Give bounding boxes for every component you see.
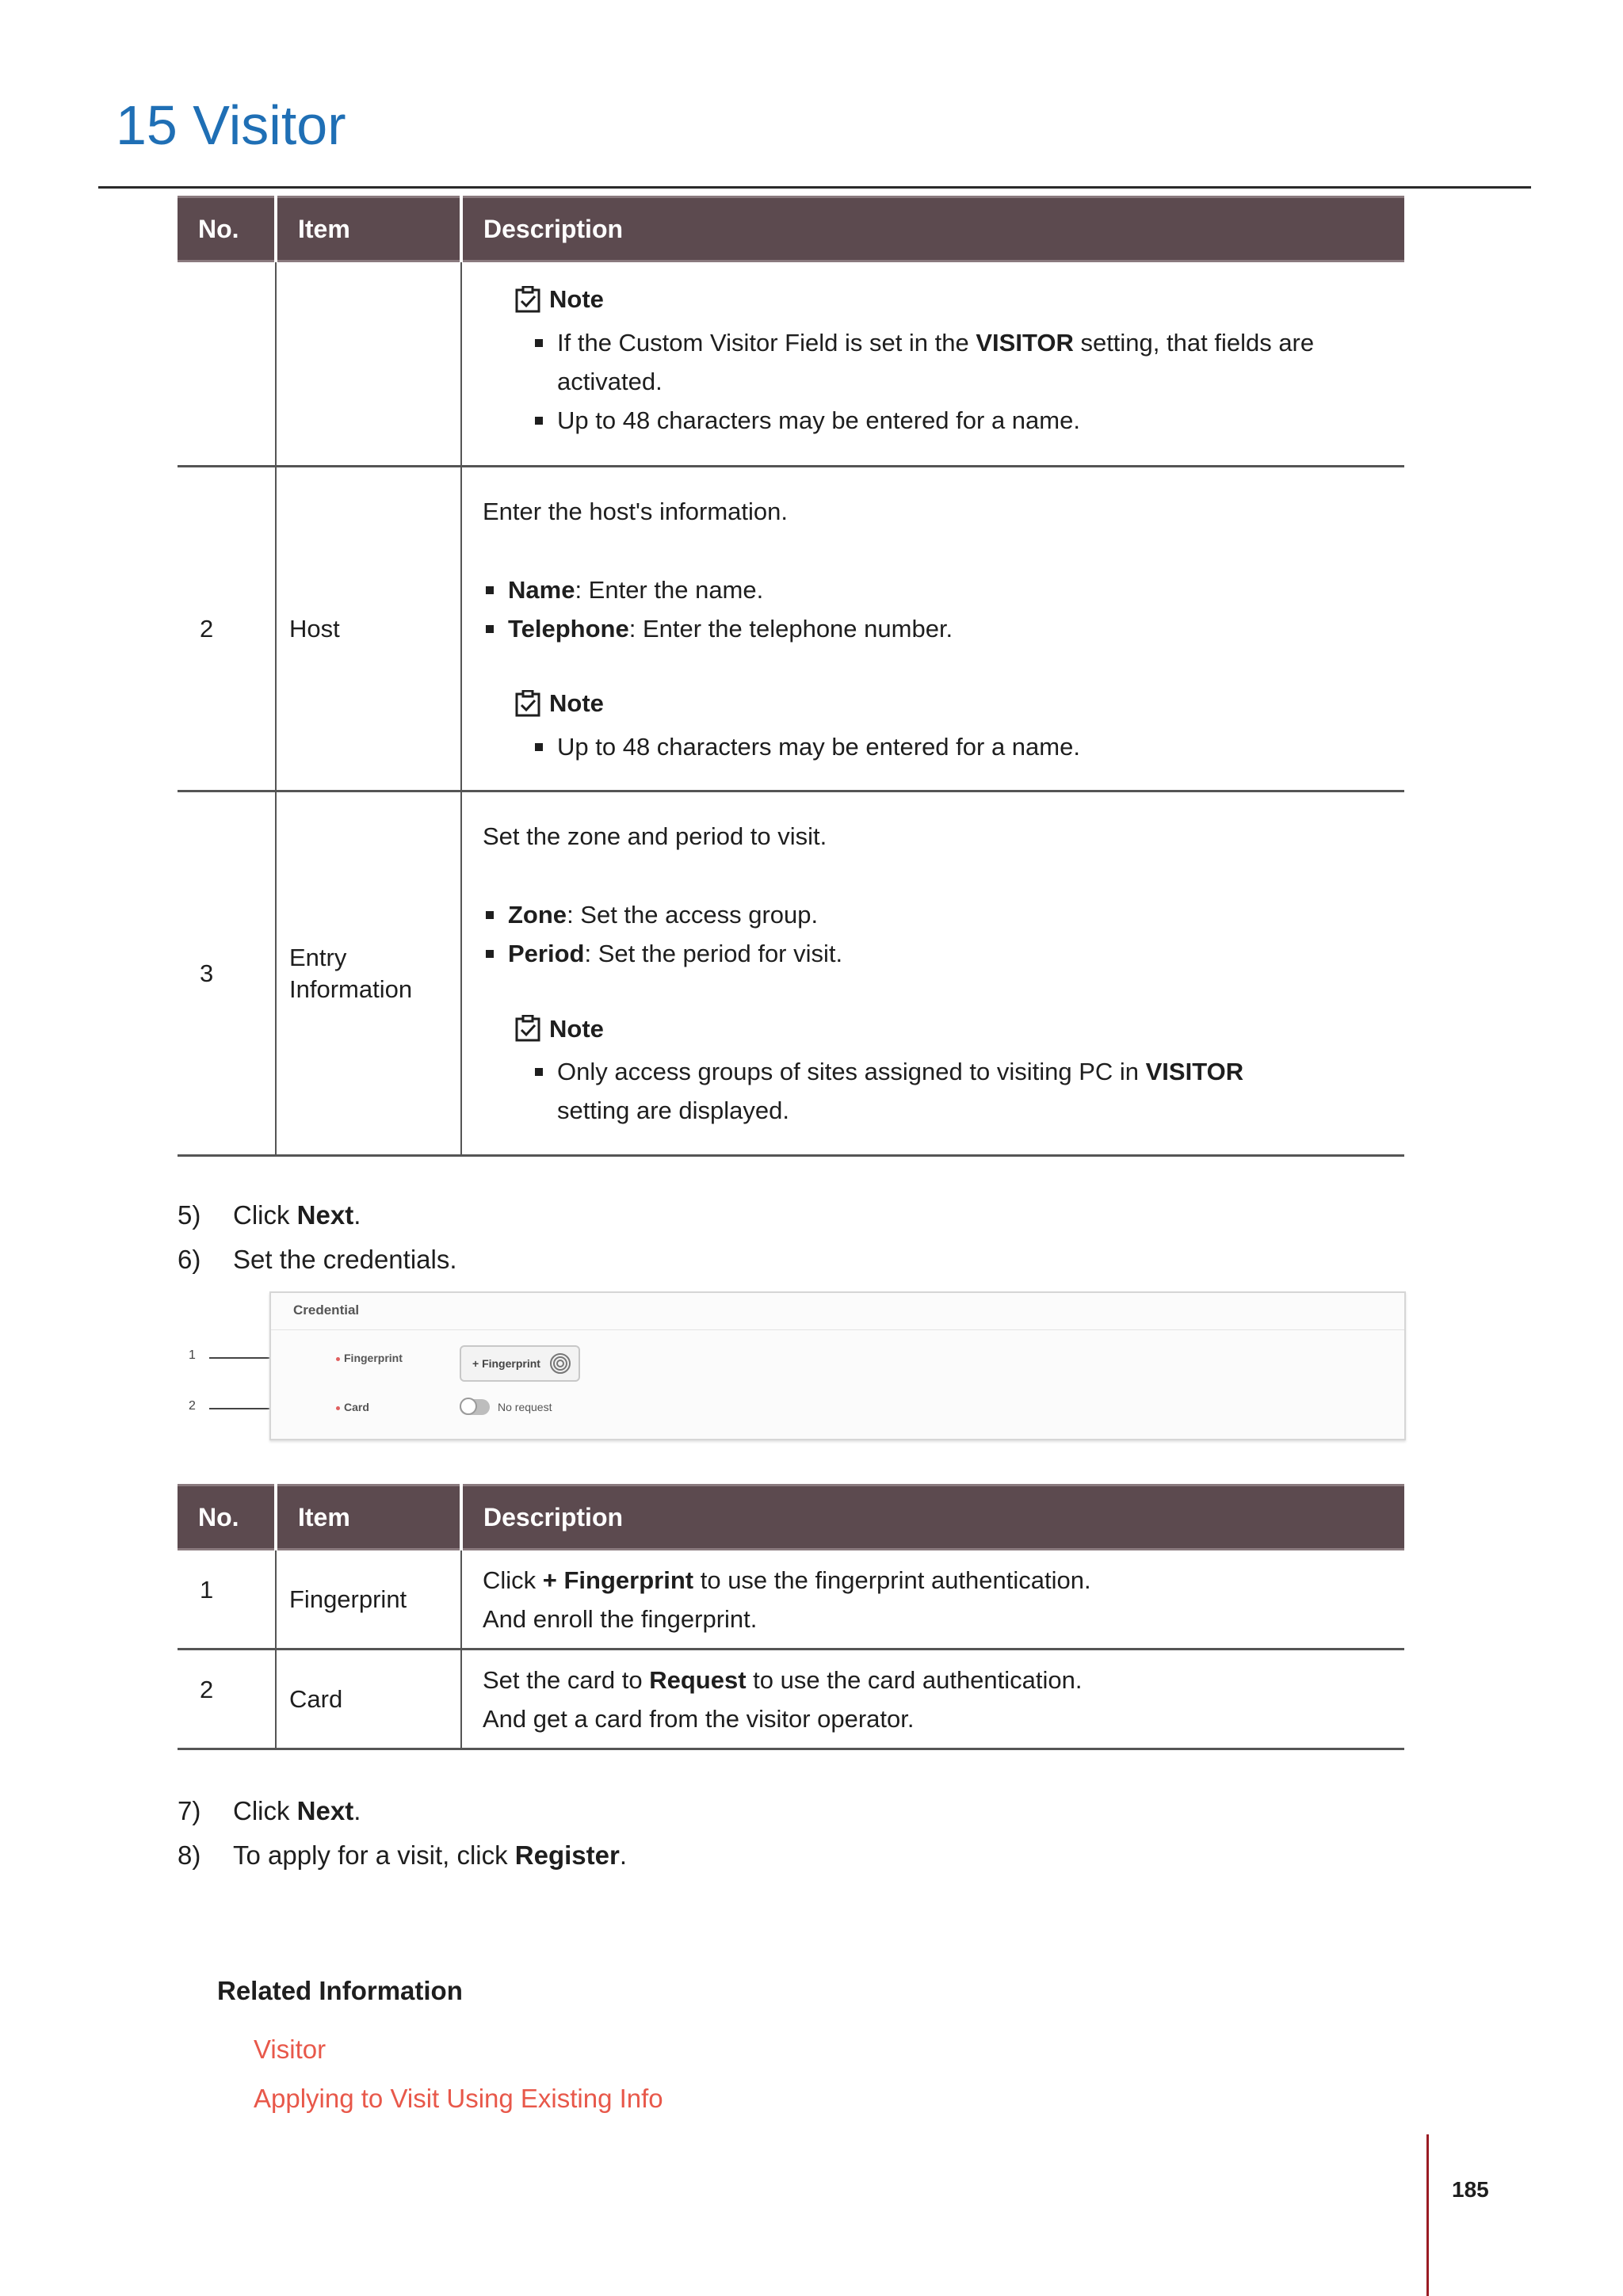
list-item xyxy=(483,609,1388,648)
description-line: And get a card from the visitor operator. xyxy=(483,1704,915,1733)
fingerprint-icon xyxy=(548,1352,572,1375)
column-header-item: Item xyxy=(276,197,461,261)
note-clipboard-icon xyxy=(514,1015,541,1042)
cell-item: Host xyxy=(276,467,461,791)
toggle-knob xyxy=(460,1398,477,1415)
note-list xyxy=(532,323,1388,440)
bold-text: Register xyxy=(514,1840,620,1870)
cell-description xyxy=(461,1550,1404,1650)
credential-screenshot xyxy=(269,1291,1406,1440)
cell-no: 1 xyxy=(178,1550,276,1650)
step-5 xyxy=(178,1200,361,1230)
bullet-list xyxy=(483,570,1388,648)
text-segment: to use the card authentication. xyxy=(746,1665,1083,1694)
step-8 xyxy=(178,1840,627,1871)
table-row xyxy=(178,1550,1404,1650)
callout-number-2: 2 xyxy=(189,1399,196,1413)
list-item xyxy=(483,934,1388,973)
credential-title: Credential xyxy=(293,1302,360,1318)
title-divider xyxy=(98,186,1531,189)
note-list xyxy=(532,1052,1293,1130)
description-line: And enroll the fingerprint. xyxy=(483,1604,758,1633)
text-segment: Set the credentials. xyxy=(233,1245,457,1274)
card-label: Card xyxy=(344,1401,369,1413)
note-label: Note xyxy=(549,689,604,717)
text-segment: . xyxy=(353,1200,361,1230)
bold-text: Name xyxy=(508,575,575,604)
table-header-row xyxy=(178,1486,1404,1550)
related-information-heading: Related Information xyxy=(217,1976,463,2005)
list-item: Up to 48 characters may be entered for a name. xyxy=(532,727,1388,766)
list-item xyxy=(483,895,1388,934)
bold-text: Zone xyxy=(508,901,567,929)
table-header-row xyxy=(178,197,1404,261)
fingerprint-label: Fingerprint xyxy=(344,1352,403,1364)
cell-item xyxy=(276,261,461,467)
step-6 xyxy=(178,1245,457,1275)
description-intro: Enter the host's information. xyxy=(483,497,789,525)
text-segment: Set the card to xyxy=(483,1665,650,1694)
related-link-existing-info[interactable]: Applying to Visit Using Existing Info xyxy=(254,2084,663,2113)
note-clipboard-icon xyxy=(514,286,541,313)
text-segment: : Set the access group. xyxy=(567,901,819,929)
callout-number-1: 1 xyxy=(189,1348,196,1362)
cell-item: Entry Information xyxy=(276,791,461,1156)
related-link-visitor[interactable]: Visitor xyxy=(254,2035,327,2064)
table-row xyxy=(178,467,1404,791)
required-marker xyxy=(336,1406,340,1410)
required-marker xyxy=(336,1357,340,1361)
text-segment: : Enter the name. xyxy=(575,575,764,604)
add-fingerprint-button[interactable] xyxy=(460,1345,580,1382)
column-header-description: Description xyxy=(461,1486,1404,1550)
page-number: 185 xyxy=(1452,2177,1489,2202)
text-segment: Click xyxy=(233,1200,297,1230)
divider xyxy=(271,1329,1404,1330)
toggle-label: No request xyxy=(498,1401,552,1413)
credential-table xyxy=(178,1484,1404,1750)
text-segment: to use the fingerprint authentication. xyxy=(693,1566,1091,1594)
description-intro: Set the zone and period to visit. xyxy=(483,822,827,850)
text-segment: : Enter the telephone number. xyxy=(628,614,953,643)
list-item: Up to 48 characters may be entered for a name. xyxy=(532,401,1388,440)
bullet-list xyxy=(483,895,1388,973)
bold-text: Next xyxy=(296,1796,354,1825)
text-segment: Only access groups of sites assigned to visiting PC in xyxy=(557,1058,1146,1085)
card-request-toggle[interactable] xyxy=(460,1399,490,1415)
table-row xyxy=(178,791,1404,1156)
bold-text: Request xyxy=(649,1665,747,1694)
description-line xyxy=(483,1561,1388,1600)
bold-text: VISITOR xyxy=(976,328,1074,357)
list-item xyxy=(532,323,1388,401)
note-label: Note xyxy=(549,285,604,313)
step-number: 7) xyxy=(178,1796,201,1825)
table-row xyxy=(178,1650,1404,1749)
text-segment: To apply for a visit, click xyxy=(233,1840,515,1870)
column-header-no: No. xyxy=(178,1486,276,1550)
note-list xyxy=(532,727,1388,766)
bold-text: Next xyxy=(296,1200,354,1230)
cell-no xyxy=(178,261,276,467)
bold-text: Telephone xyxy=(508,614,629,643)
description-line xyxy=(483,1661,1388,1699)
button-label: + Fingerprint xyxy=(472,1357,540,1370)
bold-text: + Fingerprint xyxy=(542,1566,694,1594)
cell-no: 3 xyxy=(178,791,276,1156)
note-header xyxy=(514,1005,1388,1052)
list-item xyxy=(532,1052,1293,1130)
note-label: Note xyxy=(549,1014,604,1043)
text-segment: setting, that fields are activated. xyxy=(557,328,1315,395)
page-number-bar xyxy=(1426,2134,1429,2296)
step-7 xyxy=(178,1796,361,1826)
cell-description xyxy=(461,467,1404,791)
column-header-description: Description xyxy=(461,197,1404,261)
cell-item: Card xyxy=(276,1650,461,1749)
cell-description xyxy=(461,261,1404,467)
step-number: 6) xyxy=(178,1245,201,1274)
table-row xyxy=(178,261,1404,467)
page-title: 15 Visitor xyxy=(116,94,346,156)
cell-no: 2 xyxy=(178,1650,276,1749)
step-number: 8) xyxy=(178,1840,201,1870)
column-header-no: No. xyxy=(178,197,276,261)
text-segment: Click xyxy=(483,1566,543,1594)
text-segment: . xyxy=(353,1796,361,1825)
visitor-info-table xyxy=(178,196,1404,1157)
cell-no: 2 xyxy=(178,467,276,791)
text-segment: If the Custom Visitor Field is set in the xyxy=(557,328,976,357)
step-number: 5) xyxy=(178,1200,201,1230)
text-segment: Click xyxy=(233,1796,297,1825)
note-clipboard-icon xyxy=(514,690,541,717)
note-header xyxy=(514,680,1388,727)
column-header-item: Item xyxy=(276,1486,461,1550)
cell-description xyxy=(461,1650,1404,1749)
bold-text: Period xyxy=(508,940,585,967)
text-segment: setting are displayed. xyxy=(557,1097,789,1124)
cell-item: Fingerprint xyxy=(276,1550,461,1650)
bold-text: VISITOR xyxy=(1145,1058,1244,1085)
text-segment: . xyxy=(619,1840,628,1870)
cell-description xyxy=(461,791,1404,1156)
list-item xyxy=(483,570,1388,609)
note-header xyxy=(514,276,1388,323)
text-segment: : Set the period for visit. xyxy=(584,940,843,967)
